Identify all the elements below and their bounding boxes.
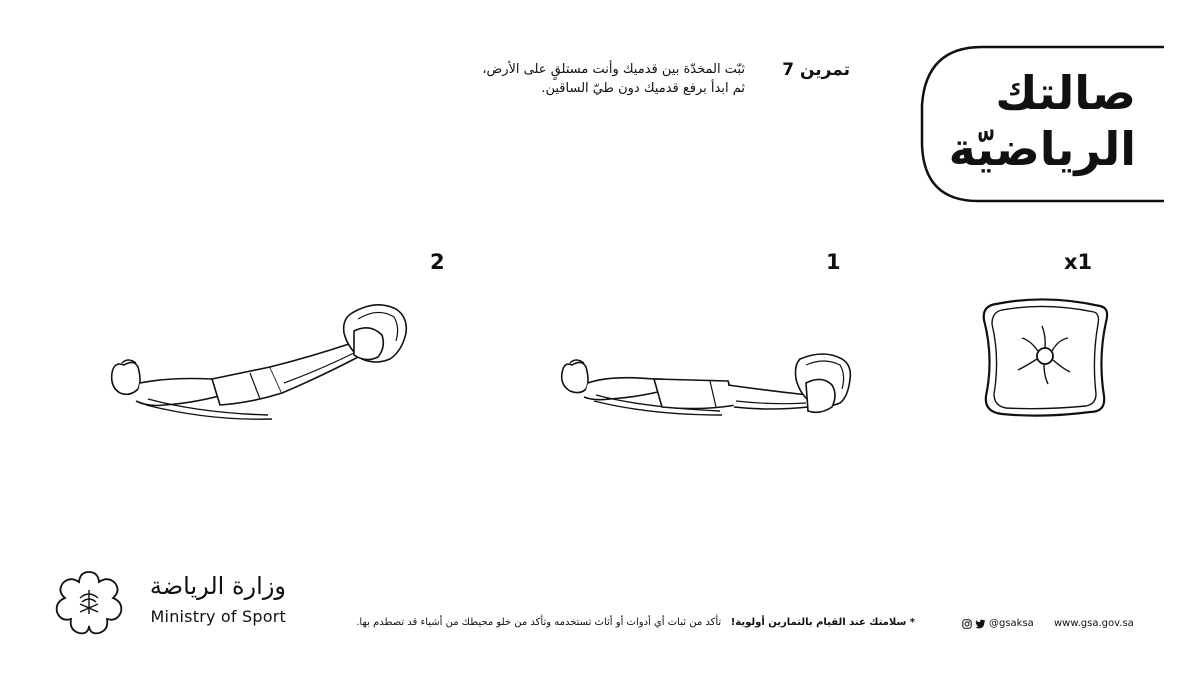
lying-feet-down-figure bbox=[550, 345, 860, 425]
page-title bbox=[916, 65, 1136, 177]
step-2-label: 2 bbox=[430, 250, 445, 274]
lying-legs-raised-figure bbox=[100, 295, 420, 425]
title-line-2: الرياضيّة bbox=[948, 122, 1136, 176]
instructions-line-1: ثبّت المخدّة بين قدميك وأنت مستلقٍ على الأرض، bbox=[482, 62, 745, 77]
instructions-line-2: ثم ابدأ برفع قدميك دون طيّ الساقين. bbox=[541, 81, 745, 96]
ministry-emblem-icon bbox=[52, 568, 126, 636]
step-1-label: 1 bbox=[826, 250, 841, 274]
equipment-count: x1 bbox=[1064, 250, 1093, 274]
safety-note-bold: * سلامتك عند القيام بالتمارين أولوية! bbox=[730, 617, 915, 628]
ministry-logo bbox=[52, 568, 286, 638]
exercise-label: تمرين 7 bbox=[782, 60, 850, 80]
ministry-name-en: Ministry of Sport bbox=[150, 607, 286, 626]
exercise-instructions bbox=[430, 60, 745, 98]
social-links bbox=[962, 618, 1034, 629]
safety-note-text: تأكد من ثبات أي أدوات أو أثاث تستخدمه وتأكد من خلو محيطك من أشياء قد تصطدم بها. bbox=[356, 617, 722, 628]
instagram-icon[interactable] bbox=[962, 619, 972, 629]
pillow-icon bbox=[978, 296, 1114, 420]
title-line-1: صالتك bbox=[995, 66, 1136, 120]
ministry-name-ar: وزارة الرياضة bbox=[149, 572, 286, 600]
title-card bbox=[918, 45, 1164, 203]
website-link[interactable]: www.gsa.gov.sa bbox=[1054, 618, 1134, 629]
social-handle[interactable]: @gsaksa bbox=[989, 618, 1034, 629]
twitter-icon[interactable] bbox=[975, 619, 986, 629]
safety-note bbox=[340, 617, 915, 628]
